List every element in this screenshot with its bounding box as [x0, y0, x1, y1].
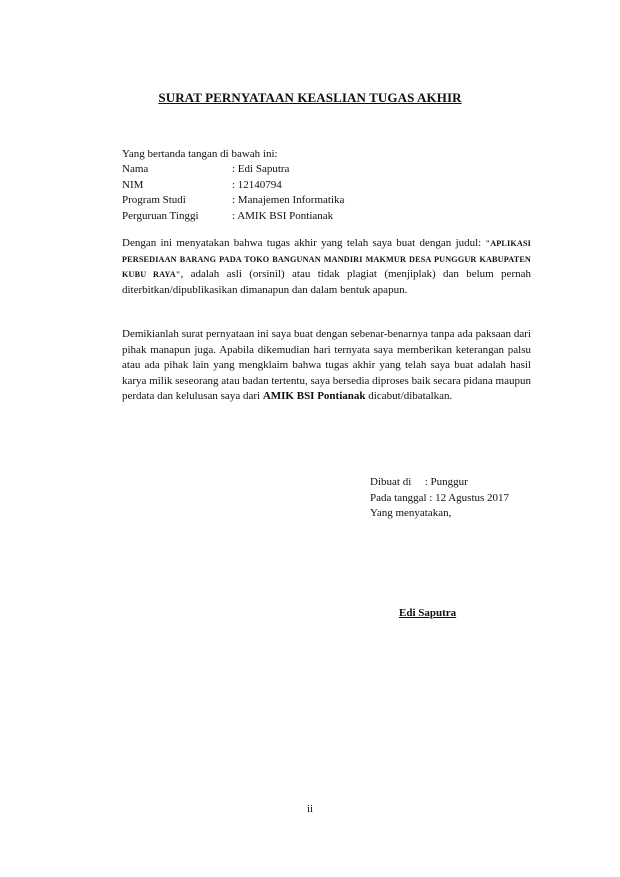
identity-value: : AMIK BSI Pontianak — [232, 209, 334, 222]
intro-text: Yang bertanda tangan di bawah ini: — [122, 148, 278, 160]
identity-value: : Manajemen Informatika — [232, 194, 345, 206]
page-number: ii — [306, 803, 314, 815]
closing-text: dicabut/dibatalkan. — [365, 390, 453, 402]
date-row — [370, 491, 509, 507]
identity-row-nim — [122, 179, 344, 195]
identity-label: Program Studi — [122, 194, 186, 206]
closing-paragraph — [122, 327, 531, 405]
identity-label: Nama — [122, 163, 149, 175]
identity-row-institution — [122, 210, 344, 226]
identity-value: : 12140794 — [232, 178, 282, 191]
identity-row-program — [122, 194, 344, 210]
place-value: : Punggur — [424, 476, 468, 488]
identity-label: Perguruan Tinggi — [122, 209, 199, 222]
institution-name: AMIK BSI Pontianak — [262, 390, 366, 402]
identity-table — [122, 163, 344, 225]
identity-row-name — [122, 163, 344, 179]
signature-block — [370, 475, 509, 522]
place-label: Dibuat di — [370, 476, 412, 488]
statement-text: Dengan ini menyatakan bahwa tugas akhir yang telah saya buat dengan judul: — [122, 237, 486, 249]
signer-name: Edi Saputra — [399, 607, 457, 619]
closing-line: Yang menyatakan, — [370, 507, 452, 519]
place-row — [370, 475, 509, 491]
date-label: Pada tanggal — [370, 491, 427, 504]
thesis-title: "APLIKASI PERSEDIAAN BARANG PADA TOKO BANGUNAN MANDIRI MAKMUR DESA PUNGGUR KABUPATEN KUBU RAYA" — [122, 239, 531, 279]
identity-value: : Edi Saputra — [232, 163, 290, 175]
identity-label: NIM — [122, 178, 144, 191]
document-title: SURAT PERNYATAAN KEASLIAN TUGAS AKHIR — [158, 90, 462, 105]
date-value: : 12 Agustus 2017 — [429, 491, 510, 504]
closing-text: Demikianlah surat pernyataan ini saya buat dengan sebenar-benarnya tanpa ada paksaan dari pihak manapun juga. Apabila dikemudian hari ternyata saya memberikan keterangan palsu atau ada pihak lain yang mengklaim bahwa tugas akhir yang telah saya buat adalah hasil karya milik seseorang atau badan tertentu, saya bersedia diproses baik secara pidana maupun perdata dan kelulusan saya dari — [122, 328, 531, 402]
statement-text: , adalah asli (orsinil) atau tidak plagiat (menjiplak) dan belum pernah diterbitkan/dipublikasikan dimanapun dan dalam bentuk apapun. — [122, 268, 531, 296]
statement-paragraph — [122, 236, 531, 298]
